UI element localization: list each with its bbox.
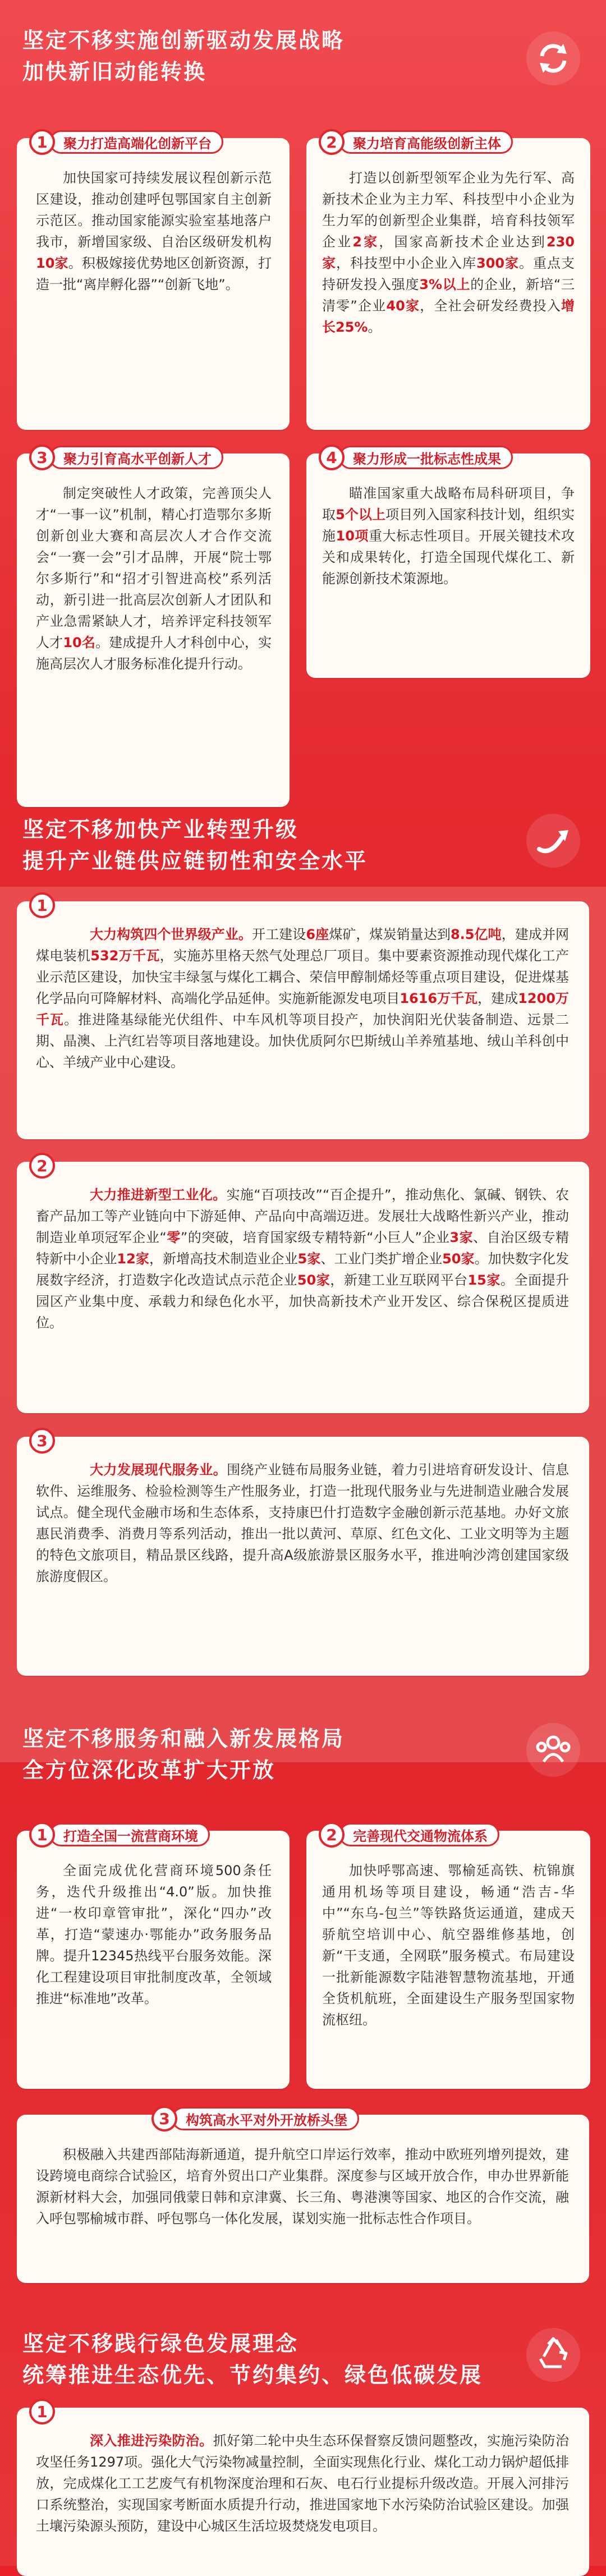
card-header: [29, 2399, 55, 2424]
text-run: 围绕产业链布局服务业链，着力引进培育研发设计、信息软件、运维服务、检验检测等生产性服务业，打造一批现代服务业与先进制造业融合发展试点。健全现代金融市场和生态体系，支持康巴什打造数字金融创新示范基地。办好文旅惠民消费季、消费月等系列活动，推出一批以黄河、草原、红色文化、工业文明等为主题的特色文旅项目，精品景区线路，提升高A级旅游景区服务水平，推进响沙湾创建国家级旅游度假区。: [36, 1462, 570, 1584]
card-text: [36, 1860, 272, 2009]
number-badge: 3: [29, 1428, 55, 1454]
highlight-number: 10家: [36, 255, 68, 271]
card-text: [322, 167, 575, 338]
number-badge: 1: [29, 892, 55, 918]
highlight-number: 50家: [297, 1272, 330, 1288]
growth-arrow-icon: [526, 814, 580, 868]
card-header: [319, 444, 513, 470]
text-run: 、自治区级专精特新中小企业: [36, 1230, 570, 1267]
card-text: [36, 2430, 569, 2537]
highlight-number: 6座: [306, 927, 329, 942]
card-innovation-subjects: [306, 132, 590, 430]
text-run: 。建成提升人才科创中心，实施高层次人才服务标准化提升行动。: [36, 635, 272, 672]
card-text: [36, 483, 272, 675]
card-world-class-industries: [17, 896, 589, 1139]
card-pollution-control: [17, 2402, 589, 2576]
highlight-number: 8.5亿吨: [450, 927, 502, 942]
section4-title-line1: 坚定不移践行绿色发展理念: [22, 2331, 299, 2356]
text-run: 。: [368, 319, 382, 335]
highlight-number: 10项: [336, 528, 369, 544]
card-transport-logistics: [306, 1825, 590, 2089]
card-header: [29, 444, 223, 470]
highlight-number: 230家: [322, 234, 575, 271]
card-text: [36, 167, 272, 295]
card-text: [36, 1459, 569, 1587]
section4-header: [0, 2305, 606, 2418]
highlight-number: 5个以上: [336, 507, 386, 522]
text-run: ，建成并网煤电装机: [36, 927, 570, 964]
section3-title-line1: 坚定不移服务和融入新发展格局: [22, 1726, 345, 1751]
card-innovation-platform: [17, 132, 290, 430]
text-run: 积极融入共建西部陆海新通道，提升航空口岸运行效率，推动中欧班列增列提效，建设跨境电商综合试验区，培育外贸出口产业集群。深度参与区域开放合作，申办世界新能源新材料大会，加强同俄蒙日韩和京津冀、长三角、粤港澳等国家、地区的合作交流，融入呼包鄂榆城市群、呼包鄂乌一体化发展，谋划实施一批标志性合作项目。: [36, 2147, 569, 2226]
highlight-number: 40家: [386, 298, 420, 314]
text-run: ，全社会研发经费投入: [420, 298, 562, 314]
text-run: 打造以创新型领军企业为先行军、高新技术企业为主力军、科技型中小企业为生力军的创新型企业集群，培育科技领军企业: [322, 170, 575, 250]
number-badge: 2: [319, 129, 345, 155]
highlight-number: 增长25%: [322, 298, 575, 335]
text-run: 项目列入国家科技计划，组织实施: [322, 507, 575, 544]
card-header: [29, 1428, 55, 1454]
text-run: ，实施苏里格天然气处理总厂项目。集中要素资源推动现代煤化工产业示范区建设，加快宝丰绿氢与煤化工耦合、荣信甲醇制烯烃等重点项目建设，促进煤基化学品向可降解材料、高端化学品延伸。实施新能源发电项目: [36, 948, 570, 1006]
section4-title: [22, 2328, 483, 2391]
text-run: ，新增高技术制造业企业: [149, 1251, 298, 1267]
highlight-number: 5家: [297, 1251, 321, 1267]
text-run: 瞄准国家重大战略布局科研项目，争取: [322, 485, 575, 522]
text-run: 全面完成优化营商环境500条任务，迭代升级推出“4.0”版。加快推进“一枚印章管审批”，深化“四办”改革，打造“蒙速办·鄂能办”政务服务品牌。提升12345热线平台服务效能。深化工程建设项目审批制度改革，全领域推进“标准地”改革。: [36, 1863, 272, 2006]
text-run: 、工业门类扩增企业: [320, 1251, 443, 1267]
section1-title: [22, 25, 345, 88]
text-run: 制定突破性人才政策，完善顶尖人才“一事一议”机制，精心打造鄂尔多斯创新创业大赛和高层次人才合作交流会“一赛一会”引才品牌，开展“院士鄂尔多斯行”和“招才引智进高校”系列活动，新引进一批高层次创新人才团队和产业急需紧缺人才，培养评定科技领军人才: [36, 485, 272, 650]
text-run: 。积极嫁接优势地区创新资源，打造一批“离岸孵化器”“创新飞地”。: [36, 255, 272, 292]
highlight-number: 532万千瓦: [90, 948, 160, 964]
text-run: 开工建设: [251, 927, 306, 942]
card-heading: 聚力打造高端化创新平台: [49, 130, 223, 154]
card-header: [29, 892, 55, 918]
card-header: [319, 129, 513, 155]
section4-title-line2: 统筹推进生态优先、节约集约、绿色低碳发展: [22, 2363, 483, 2387]
card-opening-up: [17, 2109, 589, 2283]
card-heading: 聚力培育高能级创新主体: [339, 130, 513, 154]
card-talent: [17, 448, 290, 807]
text-run: ，国家高新技术企业达到: [379, 234, 547, 250]
card-heading: 打造全国一流营商环境: [49, 1823, 210, 1846]
people-group-icon: [526, 1723, 580, 1777]
section1-title-line2: 加快新旧动能转换: [22, 59, 207, 84]
paragraph-lead: 大力构筑四个世界级产业。: [90, 927, 252, 942]
highlight-number: 10名: [63, 635, 96, 650]
text-run: 。全面提升园区产业集中度、承载力和绿色化水平，加快高新技术产业开发区、综合保税区提质进位。: [36, 1272, 569, 1331]
paragraph-lead: 大力发展现代服务业。: [90, 1462, 227, 1478]
card-modern-services: [17, 1431, 589, 1676]
text-run: ”的突破，培育国家级专精特新“小巨人”企业: [180, 1230, 450, 1245]
highlight-number: 3家: [449, 1230, 474, 1245]
text-run: ，科技型中小企业入库: [336, 255, 476, 271]
section1-title-line1: 坚定不移实施创新驱动发展战略: [22, 28, 345, 53]
card-header: [29, 1153, 55, 1179]
section1-header: [0, 0, 606, 112]
highlight-number: 300家: [476, 255, 520, 271]
card-heading: 构筑高水平对外开放桥头堡: [172, 2107, 359, 2130]
section2-title: [22, 814, 368, 877]
card-landmark-results: [306, 448, 590, 678]
section3-title: [22, 1723, 345, 1786]
highlight-number: 1200万千瓦: [36, 991, 570, 1028]
highlight-number: 3%以上: [419, 277, 471, 292]
paragraph-lead: 大力推进新型工业化。: [90, 1187, 227, 1203]
highlight-number: 1616万千瓦: [400, 991, 478, 1006]
refresh-cycle-icon: [526, 31, 580, 85]
card-text: [36, 924, 569, 1073]
text-run: 。重点支持研发投入强度: [322, 255, 575, 292]
highlight-number: 零: [166, 1230, 181, 1245]
paragraph-lead: 深入推进污染防治。: [90, 2433, 213, 2449]
number-badge: 1: [29, 1822, 55, 1848]
number-badge: 3: [152, 2106, 177, 2132]
section3-header: [0, 1706, 606, 1818]
highlight-number: 15家: [467, 1272, 501, 1288]
text-run: 煤矿，煤炭销量达到: [329, 927, 451, 942]
card-header: [29, 129, 223, 155]
card-text: [36, 1184, 569, 1333]
highlight-number: 2家: [352, 234, 379, 250]
text-run: 。加快数字化发展数字经济，打造数字化改造试点示范企业: [36, 1251, 570, 1288]
text-run: 的企业，新培“三清零”企业: [322, 277, 575, 314]
text-run: 重大标志性项目。开展关键技术攻关和成果转化，打造全国现代煤化工、新能源创新技术策源地。: [322, 528, 575, 586]
card-heading: 聚力形成一批标志性成果: [339, 446, 513, 469]
text-run: ，建成: [478, 991, 518, 1006]
number-badge: 2: [319, 1822, 345, 1848]
text-run: 。推进隆基绿能光伏组件、中车风机等项目投产，加快润阳光伏装备制造、远景二期、晶澳、上汽红岩等项目落地建设。加快优质阿尔巴斯绒山羊养殖基地、绒山羊科创中心、羊绒产业中心建设。: [36, 1012, 570, 1070]
card-text: [322, 1860, 575, 2030]
number-badge: 1: [29, 129, 55, 155]
card-heading: 完善现代交通物流体系: [339, 1823, 499, 1846]
card-text: [322, 483, 575, 589]
number-badge: 4: [319, 444, 345, 470]
text-run: 加快呼鄂高速、鄂榆延高铁、杭锦旗通用机场等项目建设，畅通“浩吉-华中”“东乌-包兰”等铁路货运通道，建成天骄航空培训中心、航空器维修基地，创新“干支通，全网联”服务模式。布局建设一批新能源数字陆港智慧物流基地，开通全货机航班，全面建设生产服务型国家物流枢纽。: [322, 1863, 575, 2028]
highlight-number: 12家: [117, 1251, 149, 1267]
text-run: 抓好第二轮中央生态环保督察反馈问题整改，实施污染防治攻坚任务1297项。强化大气污染物减量控制，全面实现焦化行业、煤化工动力锅炉超低排放，完成煤化工工艺废气有机物深度治理和石灰、电石行业提标升级改造。开展入河排污口系统整治，实现国家考断面水质提升行动，推进国家地下水污染防治试验区建设。加强土壤污染源头预防，建设中心城区生活垃圾焚烧发电项目。: [36, 2433, 570, 2534]
card-header: [29, 1822, 210, 1848]
card-heading: 聚力引育高水平创新人才: [49, 446, 223, 469]
highlight-number: 50家: [442, 1251, 475, 1267]
card-business-environment: [17, 1825, 290, 2089]
card-text: [36, 2144, 569, 2229]
number-badge: 3: [29, 444, 55, 470]
card-header: [152, 2106, 359, 2132]
text-run: 实施“百项技改”“百企提升”，推动焦化、氯碱、钢铁、农畜产品加工等产业链向中下游延伸、产品向中高端迈进。发展壮大战略性新兴产业，推动制造业单项冠军企业“: [36, 1187, 570, 1245]
number-badge: 1: [29, 2399, 55, 2424]
section2-title-line1: 坚定不移加快产业转型升级: [22, 817, 299, 842]
card-new-industrialization: [17, 1156, 589, 1413]
section2-title-line2: 提升产业链供应链韧性和安全水平: [22, 849, 368, 873]
section3-title-line2: 全方位深化改革扩大开放: [22, 1758, 276, 1782]
number-badge: 2: [29, 1153, 55, 1179]
recycle-icon: [526, 2328, 580, 2382]
text-run: 加快国家可持续发展议程创新示范区建设，推动创建呼包鄂国家自主创新示范区。推动国家能源实验室基地落户我市，新增国家级、自治区级研发机构: [36, 170, 272, 250]
card-header: [319, 1822, 499, 1848]
text-run: ，新建工业互联网平台: [330, 1272, 468, 1288]
